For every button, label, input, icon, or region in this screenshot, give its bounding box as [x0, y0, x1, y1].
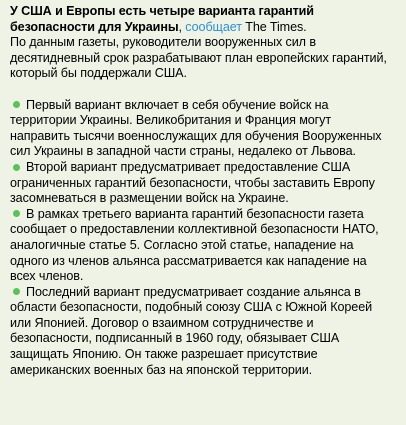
- message-headline: [10, 4, 392, 35]
- list-item: [10, 98, 392, 160]
- list-item-text: В рамках третьего варианта гарантий безопасности газета сообщает о предоставлении коллективной безопасности НАТО, аналогичные статье 5. Согласно этой статье, нападение на одного из членов альянса рассматривается как нападение на всех членов.: [10, 206, 379, 284]
- headline-separator: ,: [178, 19, 186, 34]
- list-item-text: Последний вариант предусматривает создание альянса в области безопасности, подобный союзу США с Южной Кореей или Японией. Договор о взаимном сотрудничестве и безопасности, подписанный в 1960 году, обязывает США защищать Японию. Он также разрешает присутствие американских военных баз на японской территории.: [10, 284, 373, 377]
- source-link[interactable]: сообщает: [185, 19, 242, 34]
- headline-bold-text: У США и Европы есть четыре варианта гарантий безопасности для Украины: [10, 4, 314, 34]
- list-item: [10, 207, 392, 285]
- paragraph-gap: [10, 82, 392, 98]
- list-item-text: Второй вариант предусматривает предоставление США ограниченных гарантий безопасности, чтобы заставить Европу засомневаться в размещении войск на Украине.: [10, 159, 375, 206]
- message-intro: По данным газеты, руководители вооруженных сил в десятидневный срок разрабатывают план европейских гарантий, который бы поддержали США.: [10, 35, 387, 81]
- green-circle-icon: [13, 288, 20, 295]
- green-circle-icon: [13, 164, 20, 171]
- list-item: [10, 285, 392, 379]
- headline-source: The Times.: [241, 19, 307, 34]
- list-item-text: Первый вариант включает в себя обучение войск на территории Украины. Великобритания и Франция могут направить тысячи военнослужащих для обучения Вооруженных сил Украины в западной части страны, недалеко от Львова.: [10, 97, 382, 159]
- list-item: [10, 160, 392, 207]
- green-circle-icon: [13, 210, 20, 217]
- green-circle-icon: [13, 101, 20, 108]
